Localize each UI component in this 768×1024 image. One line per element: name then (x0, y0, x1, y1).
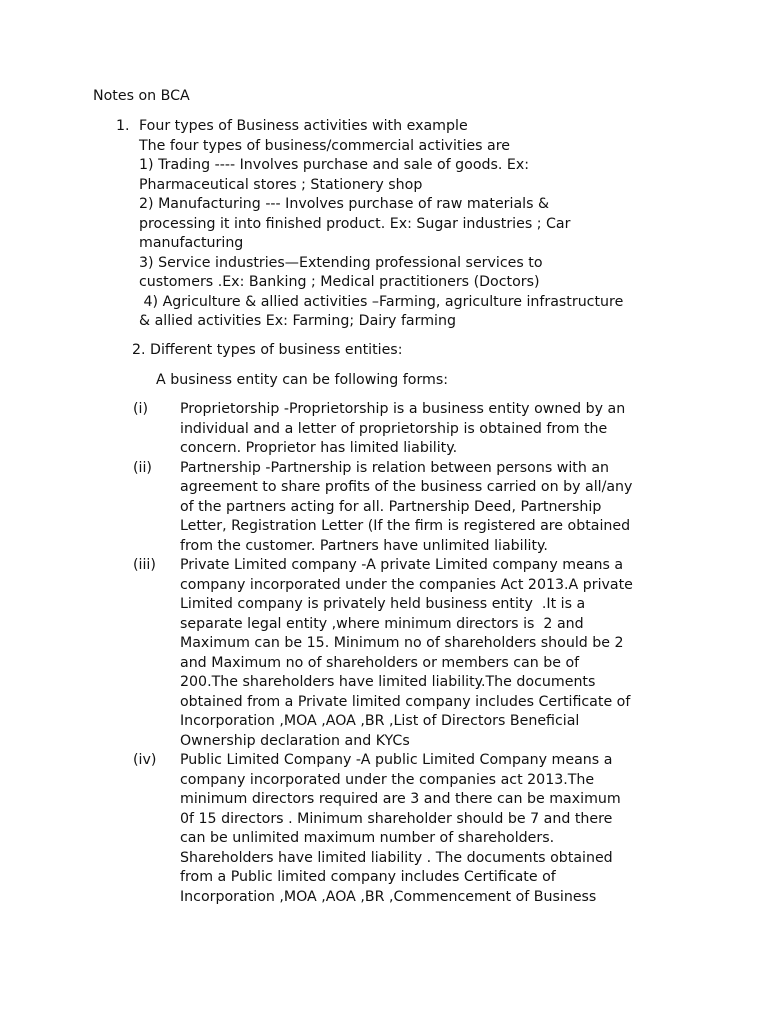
list-item-line: from the customer. Partners have unlimited liability. (180, 537, 548, 554)
list-item-line: Incorporation ,MOA ,AOA ,BR ,List of Directors Beneficial (180, 713, 580, 729)
list-item-line: obtained from a Private limited company includes Certificate of (180, 693, 631, 710)
section-2-intro: A business entity can be following forms: (156, 372, 449, 388)
list-item-line: can be unlimited maximum number of shareholders. (180, 830, 555, 846)
list-item-line: Letter, Registration Letter (If the firm is registered are obtained (180, 518, 631, 534)
section-1-line: 3) Service industries—Extending professional services to (139, 254, 543, 271)
list-item-text (180, 400, 693, 459)
section-1-line: processing it into finished product. Ex: Sugar industries ; Car (139, 215, 571, 232)
section-1-body (139, 117, 679, 332)
list-item-line: Maximum can be 15. Minimum no of shareholders should be 2 (180, 635, 624, 651)
list-item-numeral: (ii) (133, 459, 152, 476)
section-1-line: 2) Manufacturing --- Involves purchase of raw materials & (139, 196, 550, 212)
section-1-heading: Four types of Business activities with example (139, 118, 468, 134)
list-item (133, 459, 693, 557)
list-item-line: Ownership declaration and KYCs (180, 732, 410, 749)
section-1-number: 1. (116, 118, 130, 134)
list-item-line: Incorporation ,MOA ,AOA ,BR ,Commencement of Business (180, 888, 597, 905)
list-item (133, 751, 693, 907)
list-item-line: 0f 15 directors . Minimum shareholder should be 7 and there (180, 810, 613, 827)
list-item-line: company incorporated under the companies Act 2013.A private (180, 576, 633, 593)
list-item-line: Partnership -Partnership is relation between persons with an (180, 459, 610, 476)
list-item-numeral: (i) (133, 401, 149, 417)
list-item-line: company incorporated under the companies act 2013.The (180, 771, 595, 788)
section-2-heading: 2. Different types of business entities: (132, 342, 403, 358)
list-item-numeral: (iv) (133, 752, 157, 768)
list-item-line: Proprietorship -Proprietorship is a business entity owned by an (180, 401, 626, 417)
list-item-line: concern. Proprietor has limited liability. (180, 440, 458, 456)
list-item-line: of the partners acting for all. Partnership Deed, Partnership (180, 498, 602, 515)
list-item-line: Public Limited Company -A public Limited Company means a (180, 752, 613, 768)
list-item-line: and Maximum no of shareholders or members can be of (180, 654, 580, 671)
list-item-line: from a Public limited company includes Certificate of (180, 869, 556, 885)
section-1-line: customers .Ex: Banking ; Medical practitioners (Doctors) (139, 274, 540, 290)
section-1-line: & allied activities Ex: Farming; Dairy farming (139, 313, 456, 329)
list-item-line: Limited company is privately held business entity .It is a (180, 596, 586, 612)
list-item-text (180, 459, 693, 557)
list-item-line: minimum directors required are 3 and there can be maximum (180, 791, 621, 807)
list-item (133, 400, 693, 459)
section-1-line: 4) Agriculture & allied activities –Farming, agriculture infrastructure (139, 293, 624, 310)
section-1-line: 1) Trading ---- Involves purchase and sale of goods. Ex: (139, 157, 530, 173)
list-item (133, 556, 693, 751)
list-item-line: agreement to share profits of the business carried on by all/any (180, 479, 633, 495)
list-item-text (180, 751, 693, 907)
entity-list (133, 400, 693, 907)
section-1-line: manufacturing (139, 235, 244, 251)
list-item-text (180, 556, 693, 751)
list-item-line: Shareholders have limited liability . The documents obtained (180, 849, 613, 866)
list-item-line: 200.The shareholders have limited liability.The documents (180, 674, 596, 690)
list-item-numeral: (iii) (133, 557, 156, 573)
list-item-line: individual and a letter of proprietorship is obtained from the (180, 420, 608, 437)
document-title: Notes on BCA (93, 88, 190, 104)
list-item-line: separate legal entity ,where minimum directors is 2 and (180, 615, 584, 632)
list-item-line: Private Limited company -A private Limited company means a (180, 557, 624, 573)
section-1-line: The four types of business/commercial activities are (139, 137, 510, 154)
section-1-line: Pharmaceutical stores ; Stationery shop (139, 176, 423, 193)
